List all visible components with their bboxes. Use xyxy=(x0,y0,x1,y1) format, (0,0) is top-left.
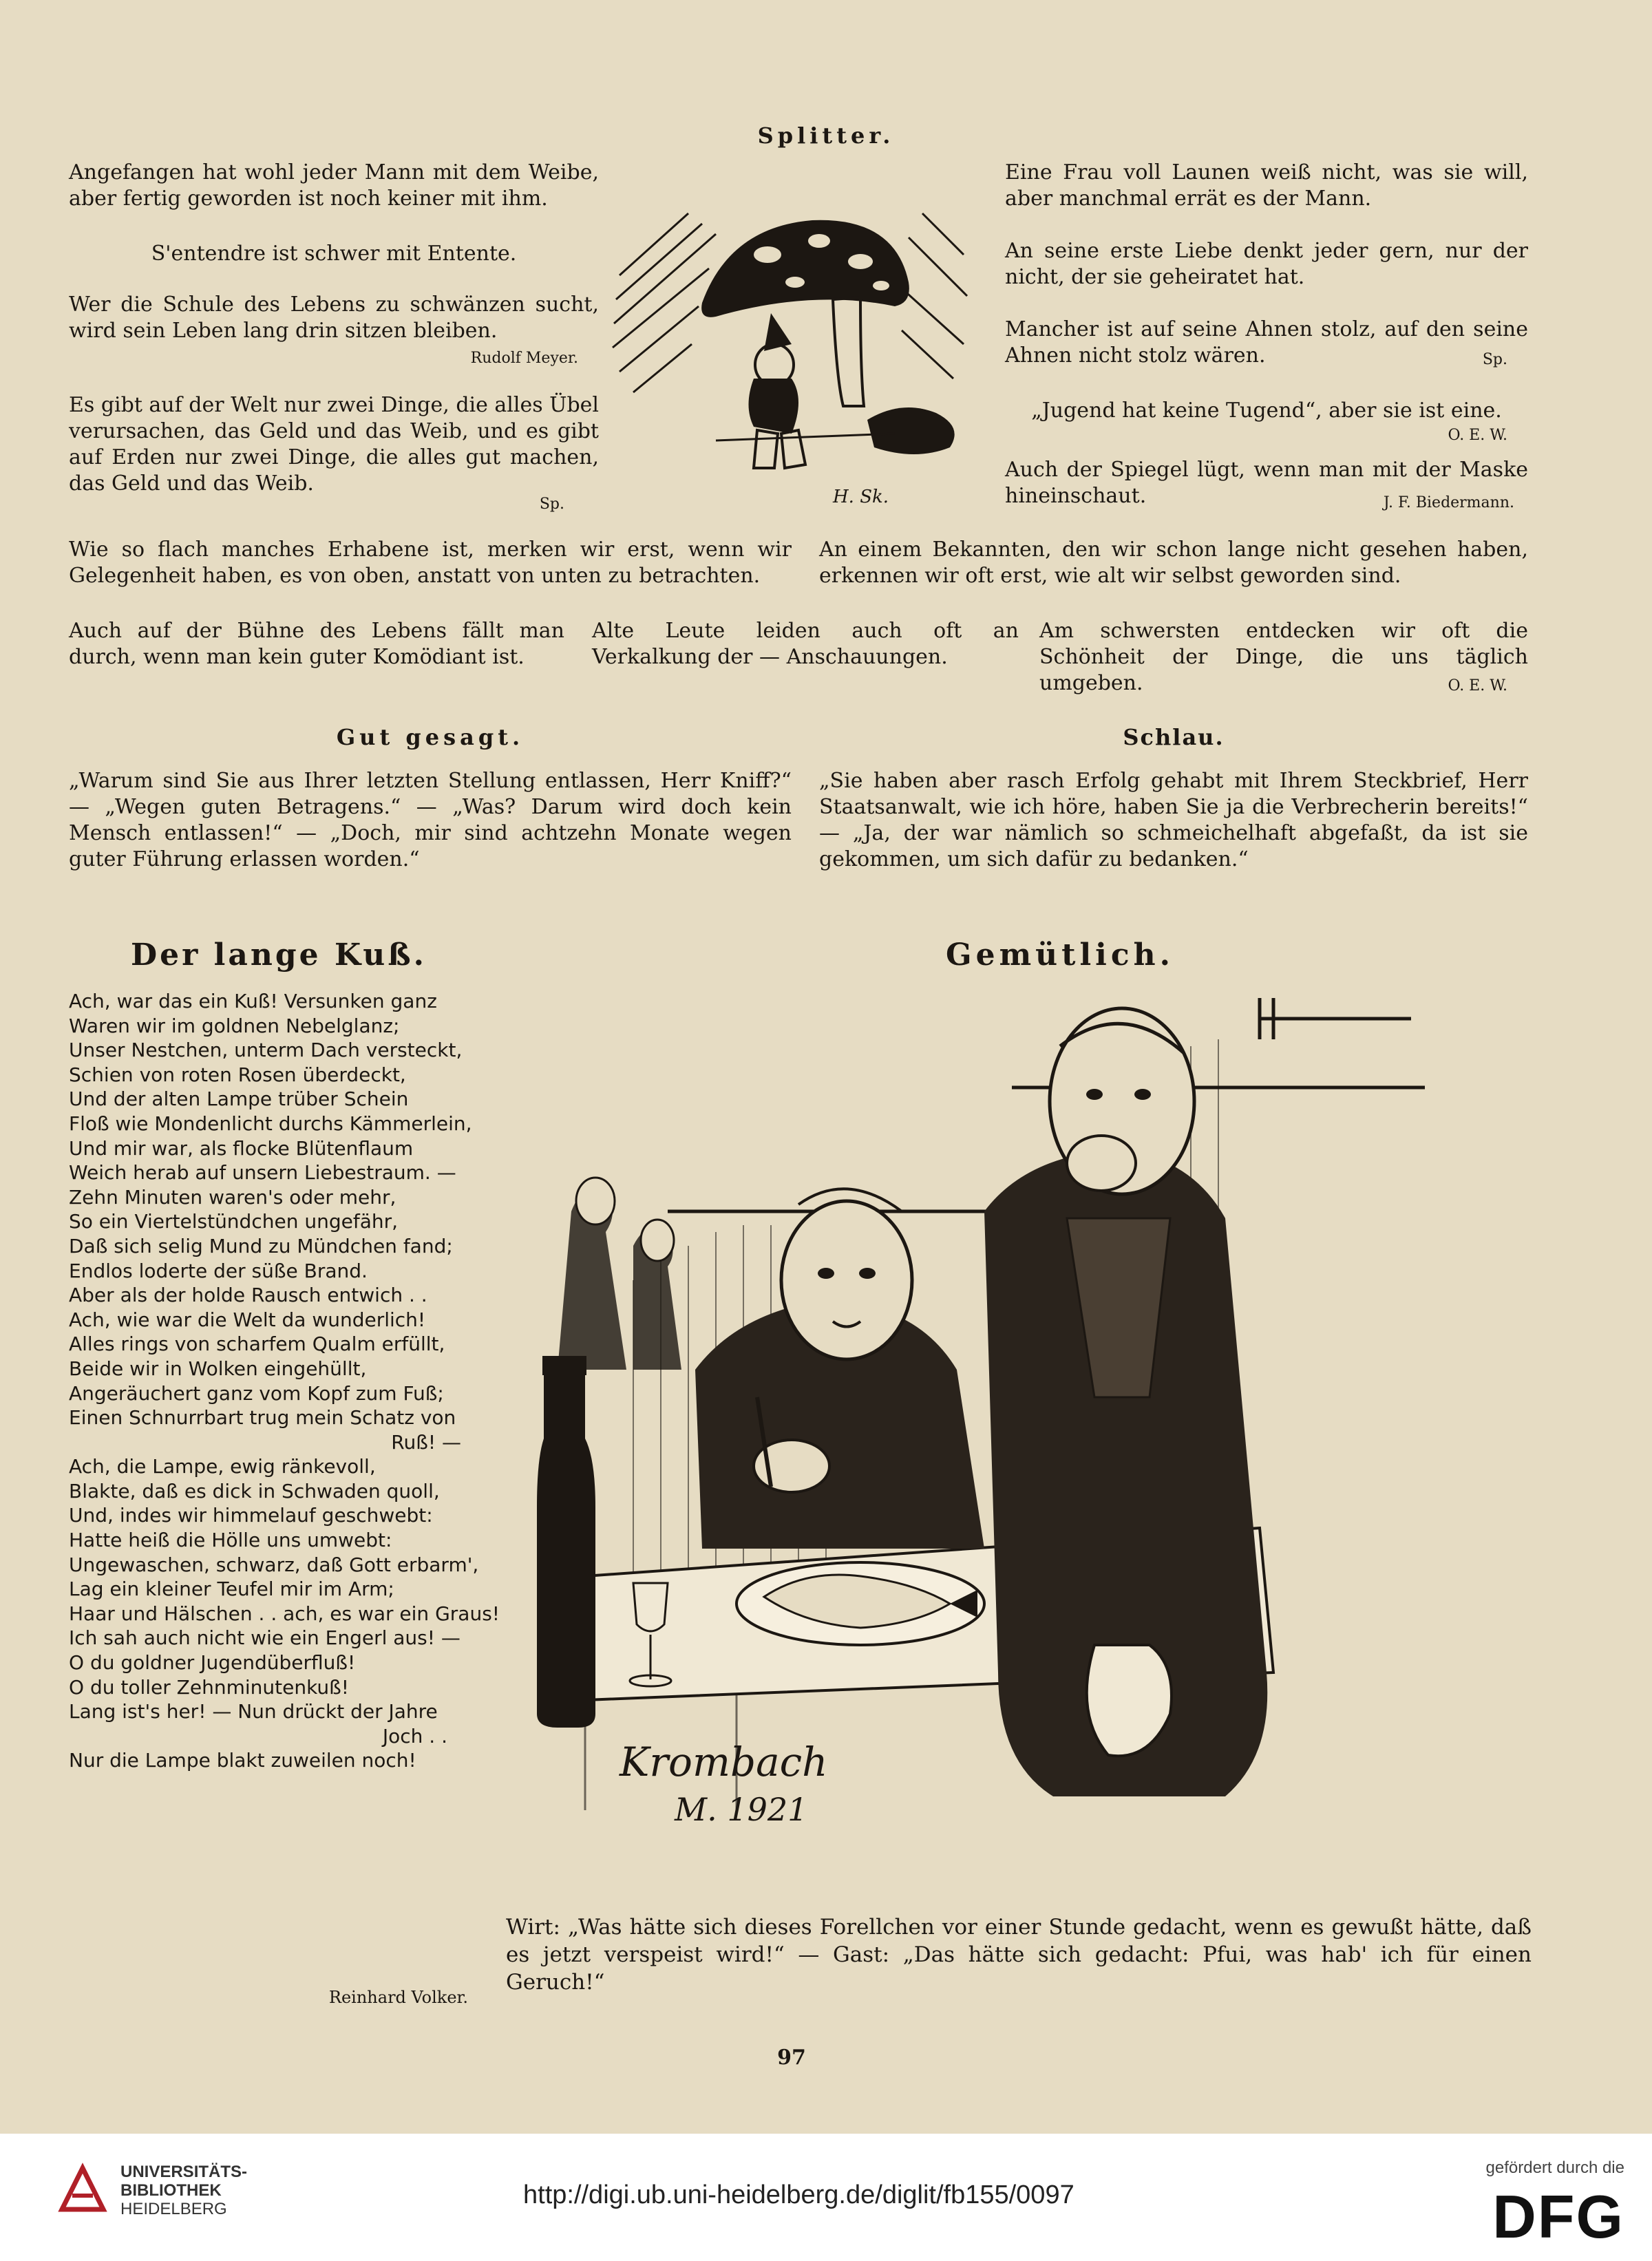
splitter-wide-right: An einem Bekannten, den wir schon lange nicht gesehen haben, erkennen wir oft erst, wie alt wir selbst geworden sind. xyxy=(819,538,1528,588)
splitter-left-4: Es gibt auf der Welt nur zwei Dinge, die alles Übel verursachen, das Geld und das Weib, und es gibt auf Erden nur zwei Dinge, die alles gut machen, das Geld und das Weib. xyxy=(69,393,600,496)
tavern-illustration xyxy=(530,984,1569,1913)
splitter-right-3: Mancher ist auf seine Ahnen stolz, auf den seine Ahnen nicht stolz wären. xyxy=(1005,317,1528,368)
poem-line: Ach, war das ein Kuß! Versunken ganz xyxy=(69,990,437,1012)
poem-line: Daß sich selig Mund zu Mündchen fand; xyxy=(69,1234,453,1257)
signature-biedermann: J. F. Biedermann. xyxy=(1383,494,1514,511)
splitter-heading: Splitter. xyxy=(757,123,895,149)
splitter-wide-left: Wie so flach manches Erhabene ist, merken wir erst, wenn wir Gelegenheit haben, es von oben, anstatt von unten zu betrachten. xyxy=(69,538,792,588)
poem-line: Nur die Lampe blakt zuweilen noch! xyxy=(69,1749,416,1772)
signature-sp-left: Sp. xyxy=(539,496,564,513)
funded-by-label: gefördert durch die xyxy=(1485,2158,1624,2177)
signature-sp-right: Sp. xyxy=(1482,351,1507,368)
library-name xyxy=(120,2163,247,2218)
poem-line: Schien von roten Rosen überdeckt, xyxy=(69,1063,406,1086)
poem-line: Angeräuchert ganz vom Kopf zum Fuß; xyxy=(69,1381,444,1405)
splitter-left-1: Angefangen hat wohl jeder Mann mit dem Weibe, aber fertig geworden ist noch keiner mit ihm. xyxy=(69,160,599,211)
poem-line: Joch . . xyxy=(382,1724,447,1748)
library-name-line3: HEIDELBERG xyxy=(120,2200,227,2218)
poem-author: Reinhard Volker. xyxy=(328,1988,468,2007)
poem-line: Ach, die Lampe, ewig ränkevoll, xyxy=(69,1455,376,1478)
splitter-right-2: An seine erste Liebe denkt jeder gern, nur der nicht, der sie geheiratet hat. xyxy=(1005,239,1528,289)
university-library-logo-icon xyxy=(55,2161,110,2216)
illustration-signature-year: M. 1921 xyxy=(675,1791,808,1828)
gemuetlich-heading: Gemütlich. xyxy=(946,937,1174,973)
splitter-right-4: „Jugend hat keine Tugend“, aber sie ist eine. xyxy=(1031,399,1502,423)
page-number: 97 xyxy=(777,2046,806,2070)
illustration-signature-name: Krombach xyxy=(620,1739,828,1785)
poem-line: Blakte, daß es dick in Schwaden quoll, xyxy=(69,1479,440,1503)
poem-line: Haar und Hälschen . . ach, es war ein Graus! xyxy=(69,1602,500,1625)
poem-title: Der lange Kuß. xyxy=(131,937,427,973)
poem-line: Aber als der holde Rausch entwich . . xyxy=(69,1284,427,1307)
gemuetlich-caption: Wirt: „Was hätte sich dieses Forellchen vor einer Stunde gedacht, wenn es gewußt hätte, daß es jetzt verspeist wird!“ — Gast: „Das hätte sich gedacht: Pfui, was hab' ich für einen Geruch!“ xyxy=(506,1915,1532,1995)
schlau-text: „Sie haben aber rasch Erfolg gehabt mit Ihrem Steckbrief, Herr Staatsanwalt, wie ich höre, haben Sie ja die Verbrecherin bereits!“ — „Ja, der war nämlich so schmeichelhaft abgefaßt, da ist sie gekommen, um sich dafür zu bedanken.“ xyxy=(819,769,1528,871)
gut-gesagt-text: „Warum sind Sie aus Ihrer letzten Stellung entlassen, Herr Kniff?“ — „Wegen guten Betragens.“ — „Was? Darum wird doch kein Mensch entlassen!“ — „Doch, mir sind achtzehn Monate wegen guter Führung erlassen worden.“ xyxy=(69,769,792,871)
signature-oew-1: O. E. W. xyxy=(1448,427,1507,444)
poem-line: Zehn Minuten waren's oder mehr, xyxy=(69,1185,396,1209)
poem-line: Und der alten Lampe trüber Schein xyxy=(69,1087,409,1111)
poem-line: Ach, wie war die Welt da wunderlich! xyxy=(69,1308,426,1331)
poem-line: Alles rings von scharfem Qualm erfüllt, xyxy=(69,1333,445,1356)
splitter-left-3: Wer die Schule des Lebens zu schwänzen sucht, wird sein Leben lang drin sitzen bleiben. xyxy=(69,293,599,343)
poem-line: Ich sah auch nicht wie ein Engerl aus! — xyxy=(69,1626,460,1650)
poem-line: Hatte heiß die Hölle uns umwebt: xyxy=(69,1529,392,1552)
poem-body xyxy=(69,989,500,1773)
splitter-left-2: S'entendre ist schwer mit Entente. xyxy=(151,242,517,266)
vignette-signature: H. Sk. xyxy=(833,487,889,507)
splitter-three-3: Am schwersten entdecken wir oft die Schönheit der Dinge, die uns täglich umgeben. xyxy=(1039,619,1528,695)
poem-line: Weich herab auf unsern Liebestraum. — xyxy=(69,1161,456,1185)
splitter-three-2: Alte Leute leiden auch oft an Verkalkung der — Anschauungen. xyxy=(592,619,1019,669)
library-name-line2: BIBLIOTHEK xyxy=(120,2181,222,2200)
schlau-heading: Schlau. xyxy=(1123,724,1225,750)
poem-line: Ungewaschen, schwarz, daß Gott erbarm', xyxy=(69,1553,479,1576)
poem-line: Floß wie Mondenlicht durchs Kämmerlein, xyxy=(69,1112,472,1135)
poem-line: Endlos loderte der süße Brand. xyxy=(69,1259,368,1282)
poem-line: Waren wir im goldnen Nebelglanz; xyxy=(69,1014,400,1037)
poem-line: Und mir war, als flocke Blütenflaum xyxy=(69,1136,414,1160)
poem-line: O du toller Zehnminutenkuß! xyxy=(69,1675,350,1699)
splitter-three-1: Auch auf der Bühne des Lebens fällt man durch, wenn man kein guter Komödiant ist. xyxy=(69,619,564,669)
poem-line: Unser Nestchen, unterm Dach versteckt, xyxy=(69,1039,463,1062)
poem-line: Ruß! — xyxy=(391,1430,461,1454)
dfg-logo: DFG xyxy=(1492,2183,1624,2251)
signature-rudolf-meyer: Rudolf Meyer. xyxy=(470,350,578,367)
poem-line: Lang ist's her! — Nun drückt der Jahre xyxy=(69,1700,438,1723)
poem-line: O du goldner Jugendüberfluß! xyxy=(69,1651,356,1675)
digitization-footer xyxy=(0,2134,1652,2261)
poem-line: Lag ein kleiner Teufel mir im Arm; xyxy=(69,1578,394,1601)
poem-line: Und, indes wir himmelauf geschwebt: xyxy=(69,1504,433,1527)
poem-line: Einen Schnurrbart trug mein Schatz von xyxy=(69,1406,456,1430)
splitter-right-5: Auch der Spiegel lügt, wenn man mit der Maske hineinschaut. xyxy=(1005,458,1528,508)
splitter-right-1: Eine Frau voll Launen weiß nicht, was sie will, aber manchmal errät es der Mann. xyxy=(1005,160,1528,211)
gut-gesagt-heading: Gut gesagt. xyxy=(336,724,525,750)
poem-line: So ein Viertelstündchen ungefähr, xyxy=(69,1210,399,1233)
library-name-line1: UNIVERSITÄTS- xyxy=(120,2163,248,2181)
poem-line: Beide wir in Wolken eingehüllt, xyxy=(69,1357,367,1380)
signature-oew-2: O. E. W. xyxy=(1448,677,1507,694)
mushroom-gnome-vignette xyxy=(606,172,977,516)
digital-object-link[interactable]: http://digi.ub.uni-heidelberg.de/diglit/fb155/0097 xyxy=(523,2180,1074,2209)
